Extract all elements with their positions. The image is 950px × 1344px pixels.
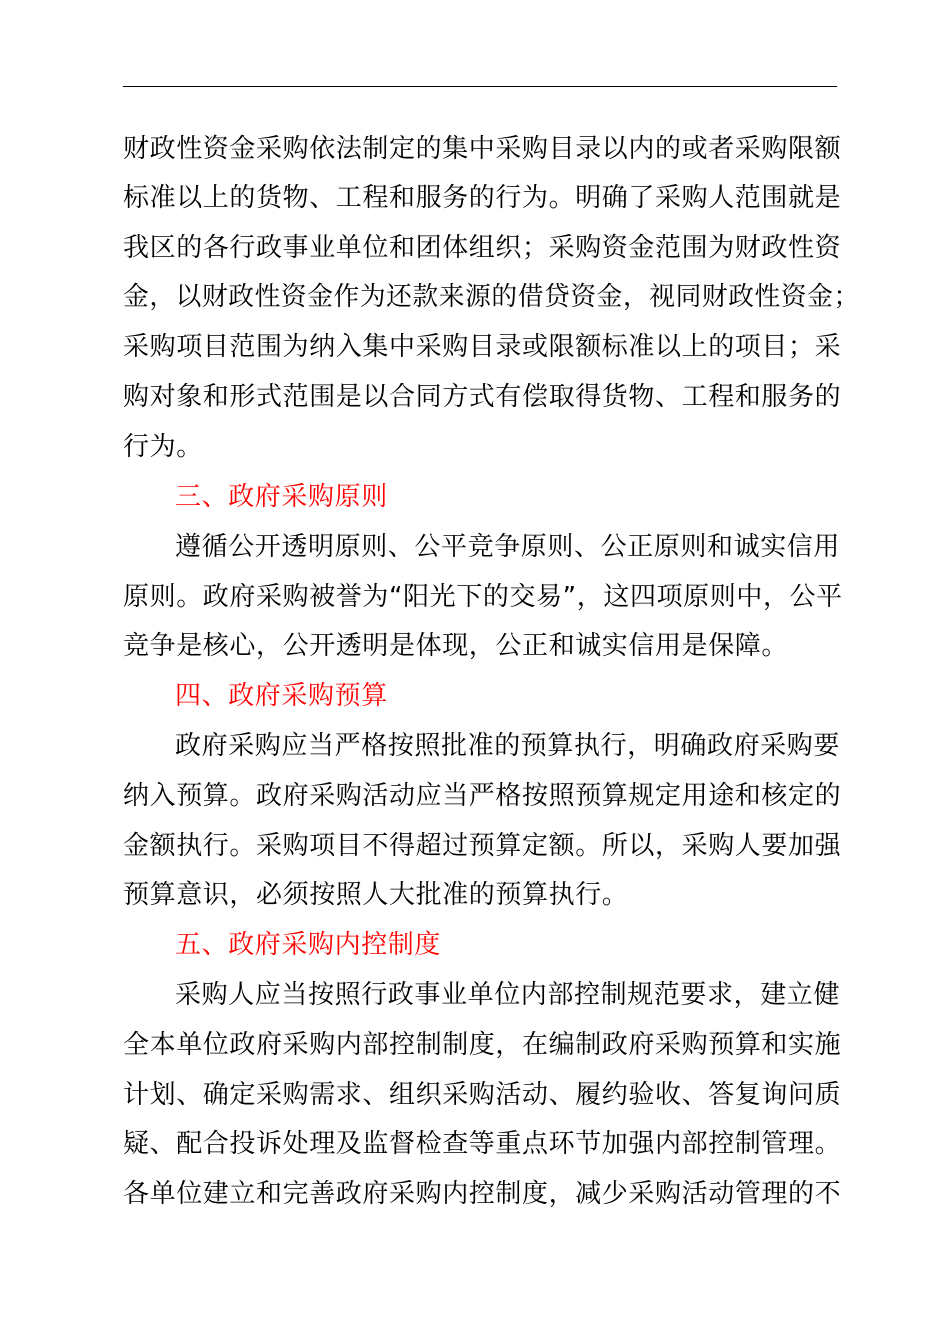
paragraph-line: 财政性资金采购依法制定的集中采购目录以内的或者采购限额 [123,134,842,164]
section-heading: 三、政府采购原则 [175,482,388,512]
paragraph-line: 疑、配合投诉处理及监督检查等重点环节加强内部控制管理。 [123,1129,842,1159]
paragraph-line: 全本单位政府采购内部控制制度，在编制政府采购预算和实施 [123,1030,842,1060]
paragraph-line: 购对象和形式范围是以合同方式有偿取得货物、工程和服务的 [123,382,842,412]
paragraph-line: 竞争是核心，公开透明是体现，公正和诚实信用是保障。 [123,631,789,661]
paragraph-line: 原则。政府采购被誉为“阳光下的交易”，这四项原则中，公平 [123,582,843,612]
section-heading: 四、政府采购预算 [175,681,388,711]
paragraph-line: 政府采购应当严格按照批准的预算执行，明确政府采购要 [175,731,841,761]
paragraph-line: 采购项目范围为纳入集中采购目录或限额标准以上的项目；采 [123,332,842,362]
paragraph-line: 标准以上的货物、工程和服务的行为。明确了采购人范围就是 [123,183,842,213]
paragraph-line: 各单位建立和完善政府采购内控制度，减少采购活动管理的不 [123,1179,842,1209]
paragraph-line: 计划、确定采购需求、组织采购活动、履约验收、答复询问质 [123,1080,842,1110]
paragraph-line: 我区的各行政事业单位和团体组织；采购资金范围为财政性资 [123,233,842,263]
paragraph-line: 采购人应当按照行政事业单位内部控制规范要求，建立健 [175,980,841,1010]
paragraph-line: 行为。 [123,432,203,462]
header-rule [123,86,837,87]
paragraph-line: 金，以财政性资金作为还款来源的借贷资金，视同财政性资金； [123,282,860,312]
section-heading: 五、政府采购内控制度 [175,930,442,960]
paragraph-line: 金额执行。采购项目不得超过预算定额。所以，采购人要加强 [123,831,842,861]
paragraph-line: 预算意识，必须按照人大批准的预算执行。 [123,880,629,910]
paragraph-line: 遵循公开透明原则、公平竞争原则、公正原则和诚实信用 [175,532,841,562]
paragraph-line: 纳入预算。政府采购活动应当严格按照预算规定用途和核定的 [123,781,842,811]
